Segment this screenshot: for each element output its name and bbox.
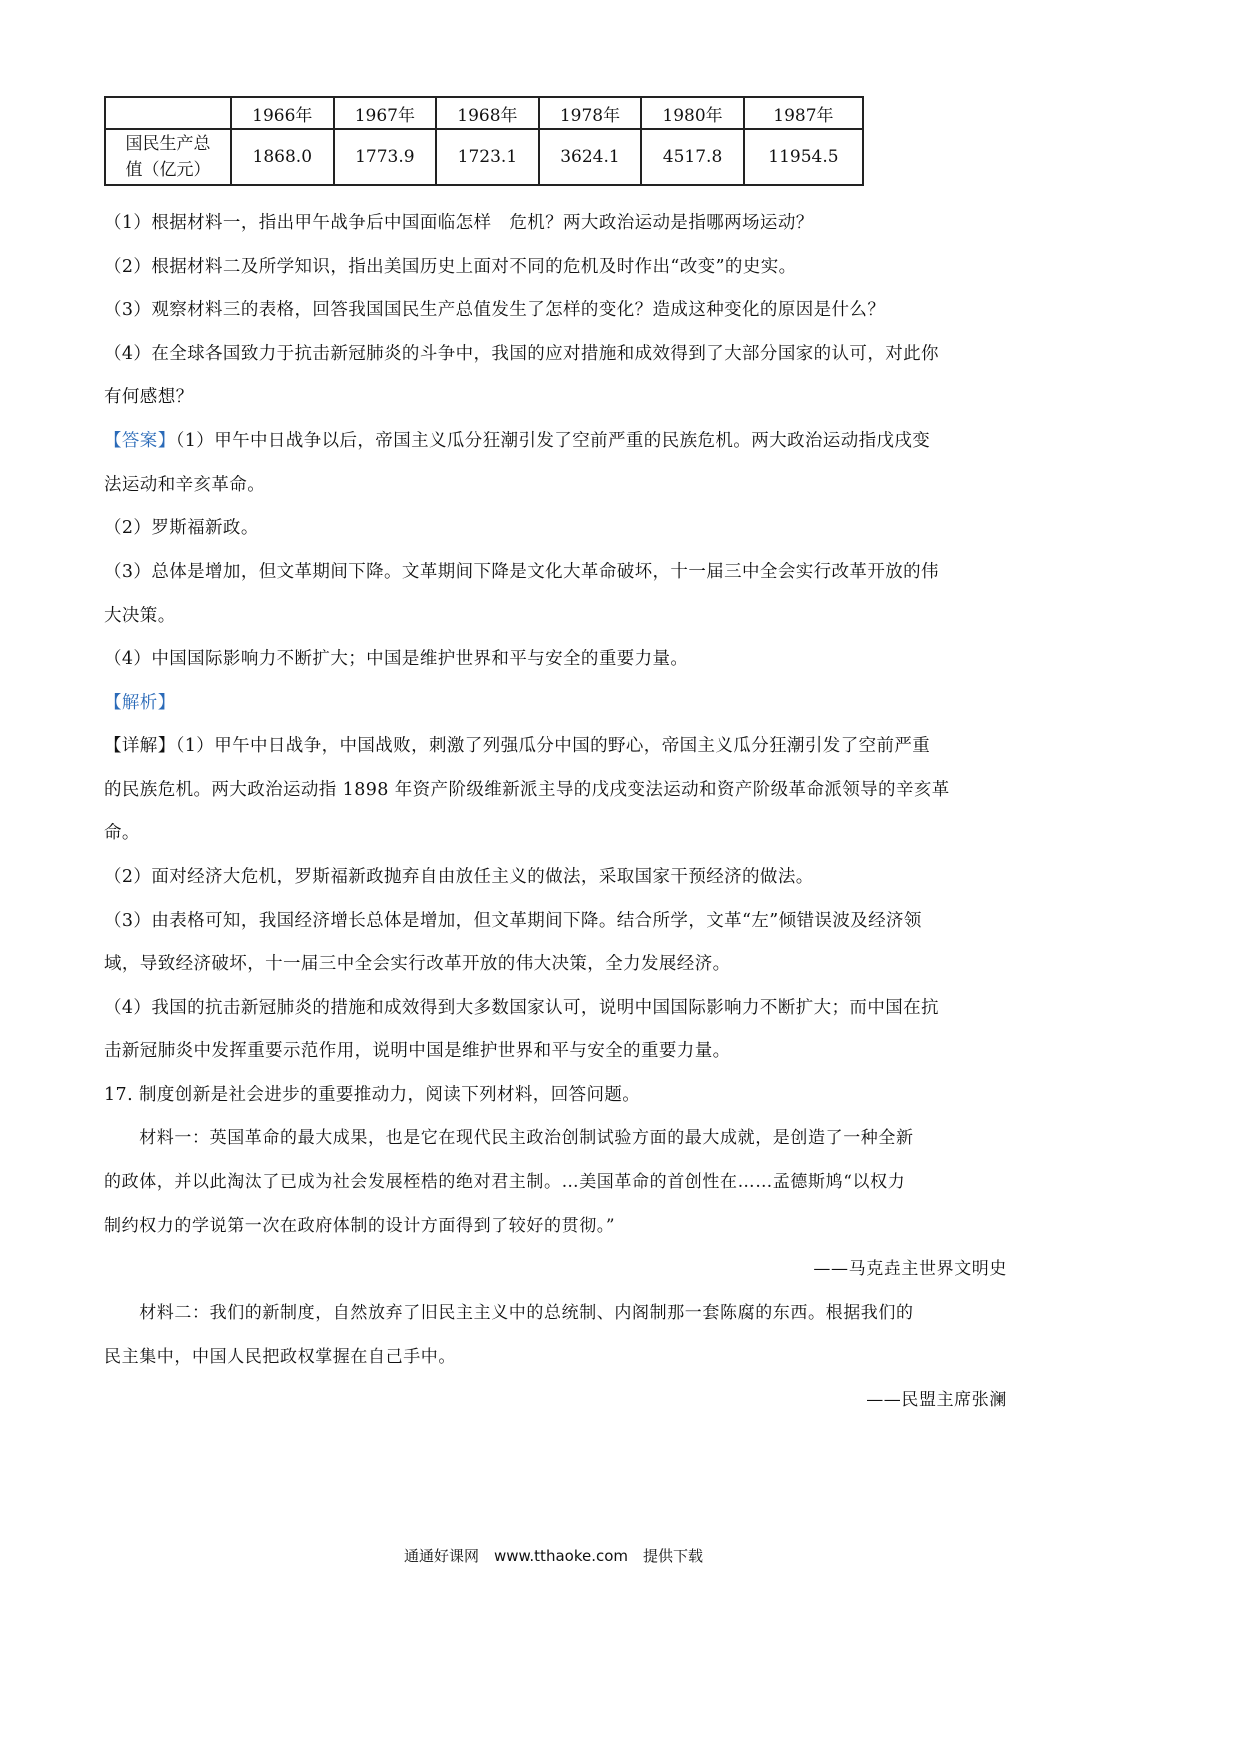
answer-3-line: 大决策。 [104,606,176,626]
row-label-cell [105,129,231,185]
value-cell: 11954.5 [744,129,863,185]
question-4-line: 有何感想？ [104,387,194,407]
value-cell: 1723.1 [436,129,539,185]
detail-4-line: 击新冠肺炎中发挥重要示范作用，说明中国是维护世界和平与安全的重要力量。 [104,1041,731,1061]
page-footer: 通通好课网 www.tthaoke.com 提供下载 [403,1547,704,1565]
detail-1-text: （1）甲午中日战争，中国战败，刺激了列强瓜分中国的野心，帝国主义瓜分狂潮引发了空前严重 [175,736,931,756]
year-cell: 1968年 [436,97,539,129]
detail-2: （2）面对经济大危机，罗斯福新政抛弃自由放任主义的做法，采取国家干预经济的做法。 [104,867,814,887]
value-cell: 1868.0 [231,129,334,185]
question-17-title: 17. 制度创新是社会进步的重要推动力，阅读下列材料，回答问题。 [104,1085,641,1105]
material-1-line: 的政体，并以此淘汰了已成为社会发展桎梏的绝对君主制。…美国革命的首创性在……孟德斯鸠“以权力 [104,1172,906,1192]
gdp-table [104,96,864,186]
year-cell: 1966年 [231,97,334,129]
year-cell: 1980年 [641,97,744,129]
table-corner-cell [105,97,231,129]
detail-3-line: （3）由表格可知，我国经济增长总体是增加，但文革期间下降。结合所学，文革“左”倾错误波及经济领 [104,911,922,931]
detail-tag: 【详解】 [104,736,176,756]
row-label-line: 国民生产总 [125,134,211,154]
material-1-line: 制约权力的学说第一次在政府体制的设计方面得到了较好的贯彻。” [104,1216,616,1236]
answer-tag: 【答案】 [104,431,176,451]
answer-2: （2）罗斯福新政。 [104,518,259,538]
material-2-source: ——民盟主席张澜 [866,1390,1007,1410]
material-2-line: 民主集中，中国人民把政权掌握在自己手中。 [104,1347,456,1367]
material-2-line: 材料二：我们的新制度，自然放弃了旧民主主义中的总统制、内阁制那一套陈腐的东西。根据我们的 [104,1303,914,1323]
answer-1-text: （1）甲午中日战争以后，帝国主义瓜分狂潮引发了空前严重的民族危机。两大政治运动指戊戌变 [175,431,931,451]
question-2: （2）根据材料二及所学知识，指出美国历史上面对不同的危机及时作出“改变”的史实。 [104,257,797,277]
material-1-source: ——马克垚主世界文明史 [813,1259,1007,1279]
detail-1-line: 的民族危机。两大政治运动指 1898 年资产阶级维新派主导的戊戌变法运动和资产阶级革命派领导的辛亥革 [104,780,950,800]
table-header-row [105,97,863,129]
detail-4-line: （4）我国的抗击新冠肺炎的措施和成效得到大多数国家认可，说明中国国际影响力不断扩大；而中国在抗 [104,998,939,1018]
value-cell: 4517.8 [641,129,744,185]
detail-3-line: 域，导致经济破坏，十一届三中全会实行改革开放的伟大决策，全力发展经济。 [104,954,731,974]
material-1-line: 材料一：英国革命的最大成果，也是它在现代民主政治创制试验方面的最大成就，是创造了一种全新 [104,1128,914,1148]
answer-1-line [104,428,1010,454]
table-row [105,129,863,185]
year-cell: 1978年 [539,97,642,129]
value-cell: 3624.1 [539,129,642,185]
question-4-line: （4）在全球各国致力于抗击新冠肺炎的斗争中，我国的应对措施和成效得到了大部分国家的认可，对此你 [104,344,939,364]
question-3: （3）观察材料三的表格，回答我国国民生产总值发生了怎样的变化？造成这种变化的原因是什么？ [104,300,886,320]
answer-4: （4）中国国际影响力不断扩大；中国是维护世界和平与安全的重要力量。 [104,649,689,669]
row-label-line: 值（亿元） [125,160,211,180]
detail-1-line [104,733,1010,759]
answer-1-line: 法运动和辛亥革命。 [104,475,266,495]
year-cell: 1967年 [334,97,437,129]
question-1: （1）根据材料一，指出甲午战争后中国面临怎样 危机？两大政治运动是指哪两场运动？ [104,213,814,233]
detail-1-line: 命。 [104,823,140,843]
year-cell: 1987年 [744,97,863,129]
analysis-tag: 【解析】 [104,693,176,713]
value-cell: 1773.9 [334,129,437,185]
answer-3-line: （3）总体是增加，但文革期间下降。文革期间下降是文化大革命破坏，十一届三中全会实行改革开放的伟 [104,562,939,582]
